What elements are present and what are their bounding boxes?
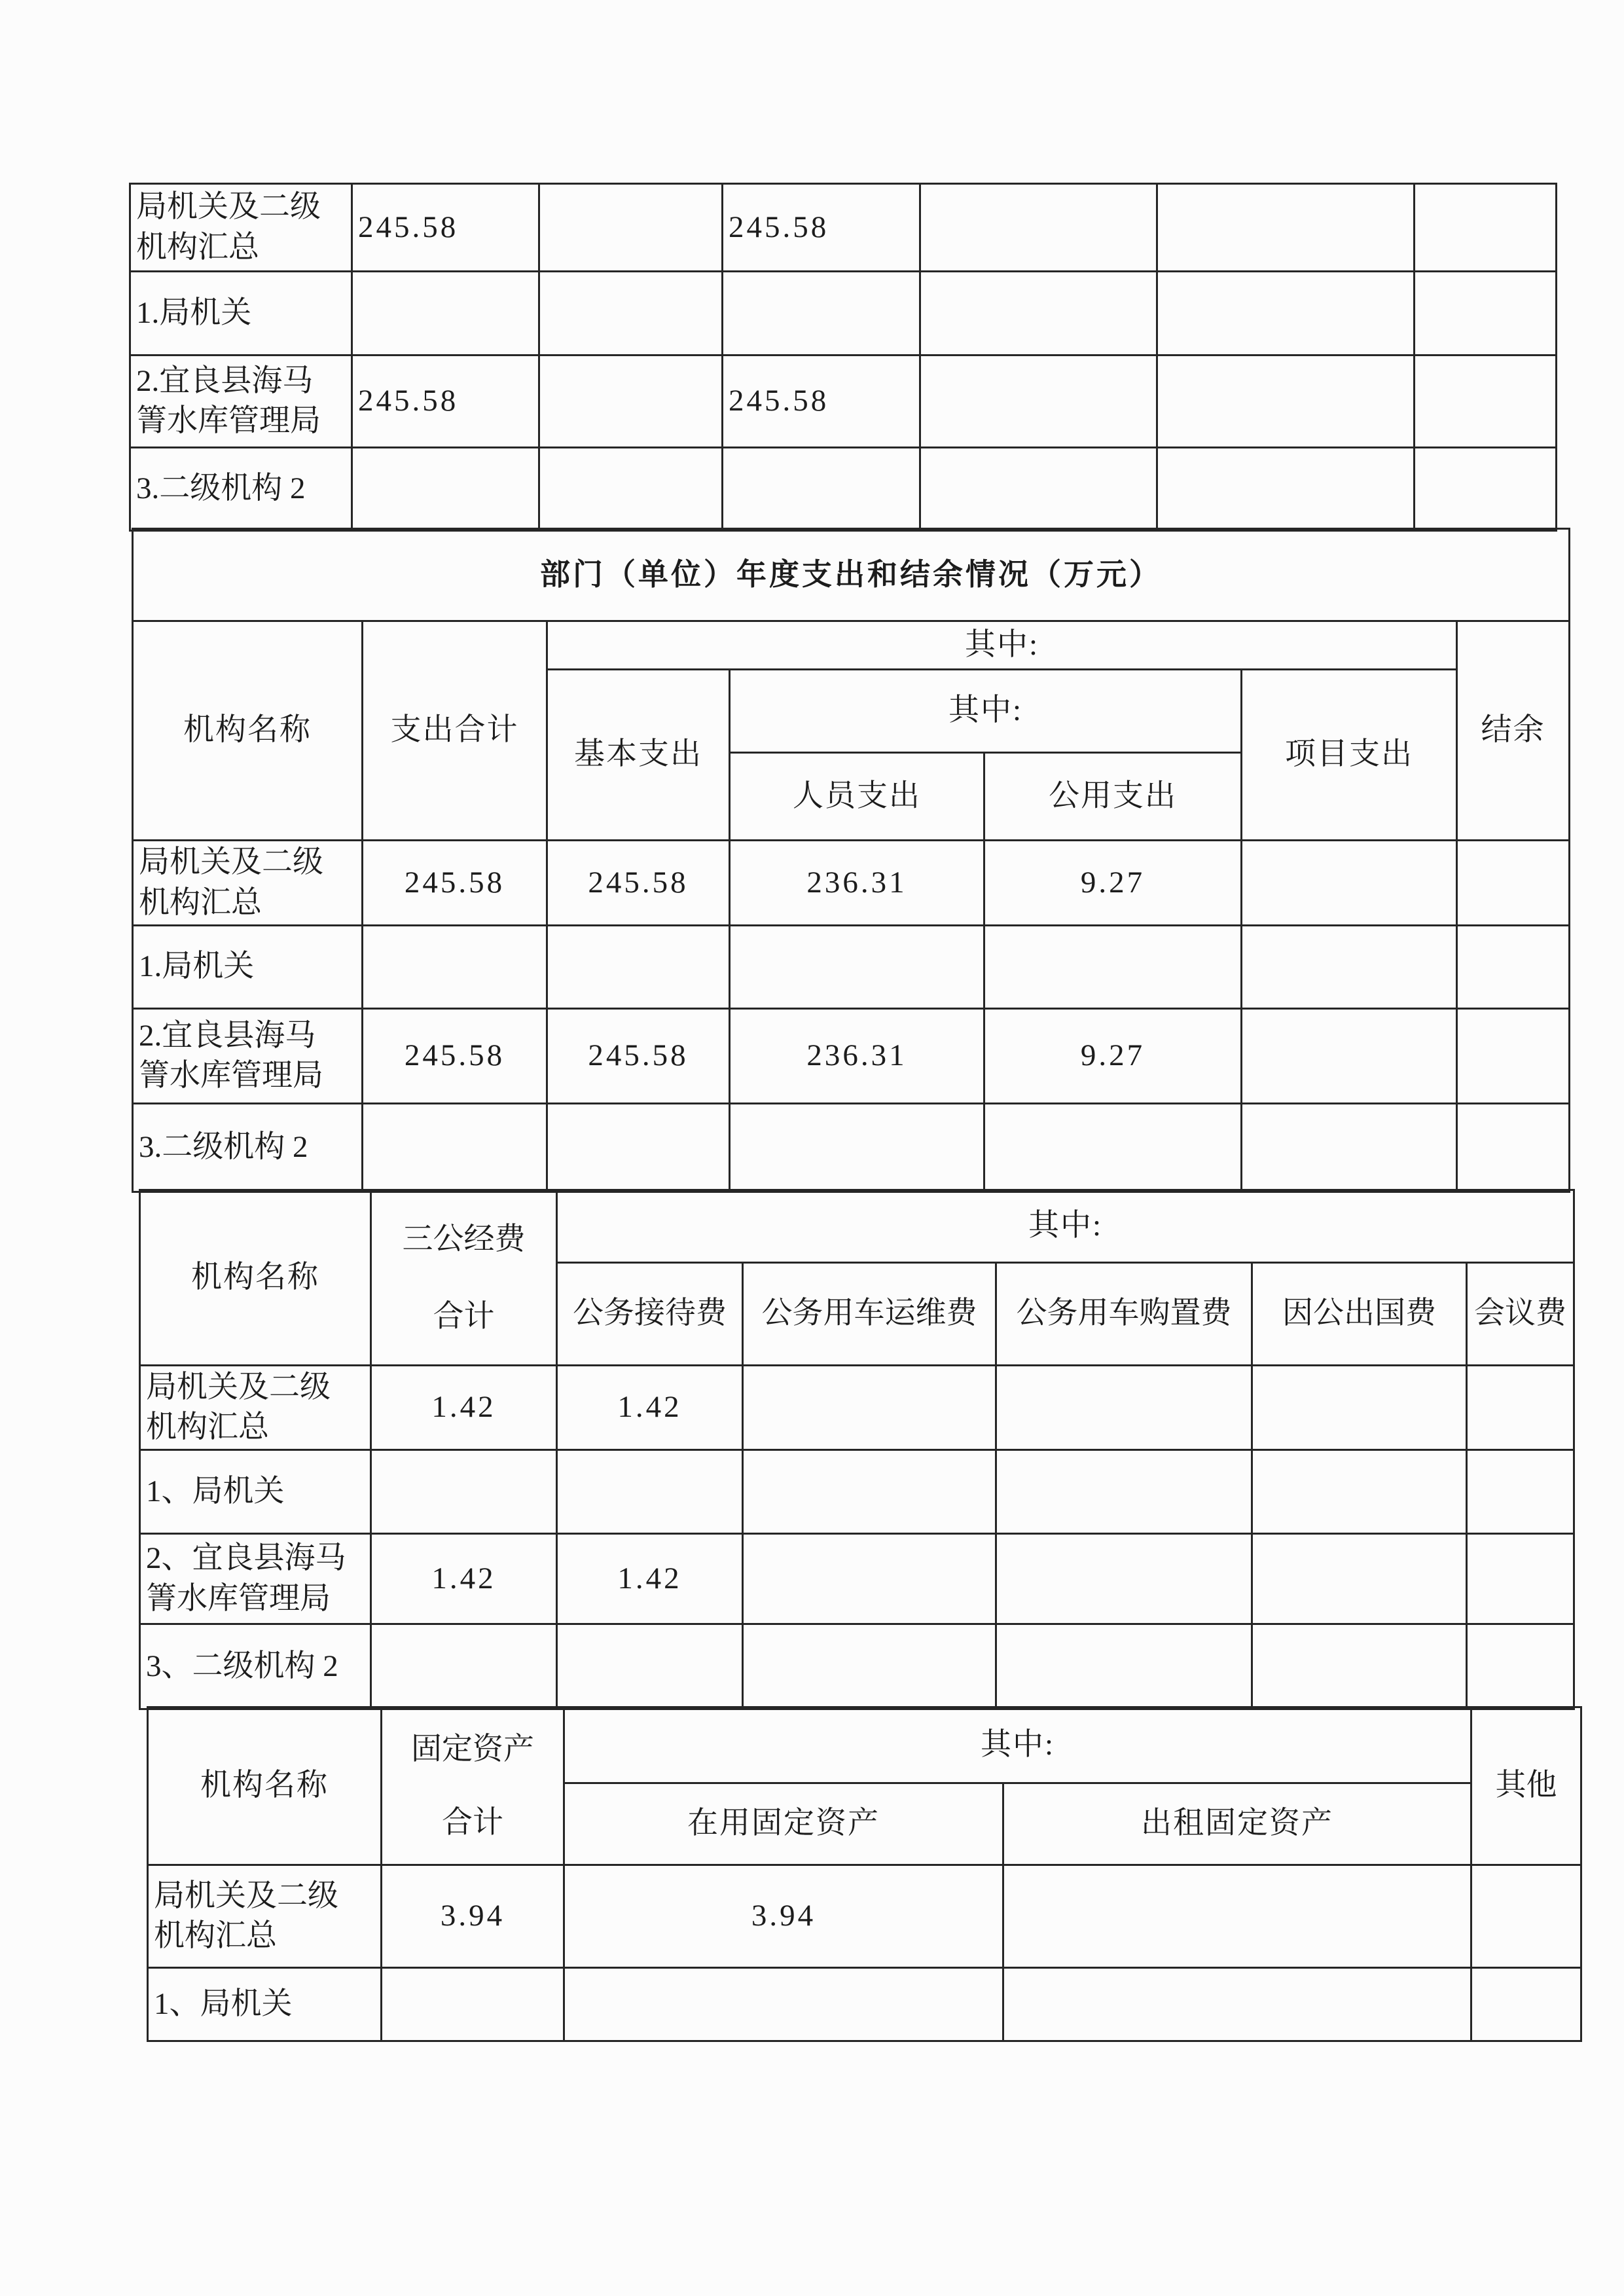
row-label: 2.宜良县海马 箐水库管理局	[133, 1009, 363, 1104]
header-personnel-expenditure: 人员支出	[730, 753, 984, 841]
table-row	[133, 926, 1570, 1009]
table-row	[133, 841, 1570, 926]
table-row	[130, 355, 1557, 448]
cell-value	[539, 448, 723, 531]
header-vehicle-operation-fee: 公务用车运维费	[743, 1263, 996, 1366]
table-row	[148, 1968, 1581, 2041]
cell-value	[1457, 1009, 1570, 1104]
row-label: 局机关及二级 机构汇总	[130, 184, 352, 272]
cell-value	[363, 926, 547, 1009]
cell-value: 9.27	[984, 841, 1242, 926]
row-label: 3、二级机构 2	[140, 1624, 371, 1709]
row-label: 2.宜良县海马 箐水库管理局	[130, 355, 352, 448]
cell-value	[557, 1624, 743, 1709]
three-public-expenses-table	[139, 1189, 1575, 1710]
cell-value	[363, 1104, 547, 1192]
cell-value	[743, 1534, 996, 1624]
cell-value: 3.94	[564, 1865, 1003, 1968]
cell-value	[996, 1366, 1252, 1450]
header-other: 其他	[1471, 1707, 1581, 1865]
header-org-name: 机构名称	[133, 621, 363, 841]
header-overseas-travel-fee: 因公出国费	[1252, 1263, 1467, 1366]
cell-value	[1252, 1366, 1467, 1450]
header-of-which: 其中:	[547, 621, 1457, 670]
section-title: 部门（单位）年度支出和结余情况（万元）	[133, 529, 1570, 621]
table-row	[140, 1534, 1574, 1624]
cell-value	[1252, 1624, 1467, 1709]
cell-value	[1252, 1450, 1467, 1534]
cell-value: 1.42	[371, 1534, 557, 1624]
table-row	[140, 1366, 1574, 1450]
header-row	[133, 621, 1570, 670]
cell-value	[1242, 926, 1457, 1009]
table-row	[133, 1009, 1570, 1104]
header-row	[148, 1707, 1581, 1783]
cell-value: 1.42	[371, 1366, 557, 1450]
row-label: 3.二级机构 2	[133, 1104, 363, 1192]
header-vehicle-purchase-fee: 公务用车购置费	[996, 1263, 1252, 1366]
header-of-which-basic: 其中:	[730, 670, 1242, 753]
cell-value	[920, 272, 1157, 355]
cell-value	[1157, 448, 1415, 531]
table-row	[130, 272, 1557, 355]
header-in-use-assets: 在用固定资产	[564, 1783, 1003, 1865]
cell-value: 236.31	[730, 841, 984, 926]
table-row	[140, 1624, 1574, 1709]
cell-value	[352, 272, 539, 355]
header-project-expenditure: 项目支出	[1242, 670, 1457, 841]
header-balance: 结余	[1457, 621, 1570, 841]
header-total-expenditure: 支出合计	[363, 621, 547, 841]
row-label: 2、宜良县海马 箐水库管理局	[140, 1534, 371, 1624]
header-of-which: 其中:	[564, 1707, 1471, 1783]
top-table	[129, 183, 1557, 532]
row-label: 局机关及二级 机构汇总	[133, 841, 363, 926]
cell-value	[996, 1534, 1252, 1624]
cell-value	[1157, 272, 1415, 355]
row-label: 1、局机关	[140, 1450, 371, 1534]
cell-value	[1471, 1968, 1581, 2041]
cell-value	[547, 1104, 730, 1192]
cell-value: 245.58	[363, 841, 547, 926]
cell-value: 245.58	[352, 184, 539, 272]
row-label: 1.局机关	[130, 272, 352, 355]
header-three-public-total: 三公经费 合计	[371, 1190, 557, 1366]
cell-value	[382, 1968, 564, 2041]
row-label: 局机关及二级 机构汇总	[148, 1865, 382, 1968]
header-org-name: 机构名称	[140, 1190, 371, 1366]
cell-value: 245.58	[352, 355, 539, 448]
cell-value	[371, 1450, 557, 1534]
cell-value	[1242, 1009, 1457, 1104]
expenditure-table	[132, 528, 1570, 1193]
header-public-expenditure: 公用支出	[984, 753, 1242, 841]
row-label: 1、局机关	[148, 1968, 382, 2041]
cell-value	[1457, 1104, 1570, 1192]
cell-value	[743, 1366, 996, 1450]
fixed-assets-table	[147, 1706, 1582, 2042]
cell-value	[984, 1104, 1242, 1192]
header-rented-assets: 出租固定资产	[1003, 1783, 1471, 1865]
cell-value: 245.58	[723, 355, 920, 448]
header-of-which: 其中:	[557, 1190, 1574, 1263]
cell-value	[743, 1624, 996, 1709]
cell-value	[723, 272, 920, 355]
table-row	[133, 1104, 1570, 1192]
cell-value	[730, 1104, 984, 1192]
header-reception-fee: 公务接待费	[557, 1263, 743, 1366]
cell-value	[1457, 841, 1570, 926]
header-meeting-fee: 会议费	[1467, 1263, 1574, 1366]
table-row	[130, 184, 1557, 272]
cell-value	[1467, 1366, 1574, 1450]
cell-value	[1457, 926, 1570, 1009]
cell-value	[352, 448, 539, 531]
header-org-name: 机构名称	[148, 1707, 382, 1865]
cell-value	[539, 355, 723, 448]
cell-value	[920, 448, 1157, 531]
cell-value	[1003, 1968, 1471, 2041]
cell-value	[1242, 1104, 1457, 1192]
cell-value	[1157, 184, 1415, 272]
table-row	[140, 1450, 1574, 1534]
cell-value	[547, 926, 730, 1009]
cell-value: 236.31	[730, 1009, 984, 1104]
cell-value: 245.58	[547, 1009, 730, 1104]
cell-value	[371, 1624, 557, 1709]
cell-value: 245.58	[723, 184, 920, 272]
cell-value	[920, 184, 1157, 272]
cell-value: 9.27	[984, 1009, 1242, 1104]
cell-value: 245.58	[547, 841, 730, 926]
cell-value	[996, 1450, 1252, 1534]
row-label: 1.局机关	[133, 926, 363, 1009]
header-basic-expenditure: 基本支出	[547, 670, 730, 841]
cell-value	[564, 1968, 1003, 2041]
table-row	[148, 1865, 1581, 1968]
cell-value	[984, 926, 1242, 1009]
cell-value	[1467, 1450, 1574, 1534]
section-title-row	[133, 529, 1570, 621]
cell-value	[1252, 1534, 1467, 1624]
table-row	[130, 448, 1557, 531]
cell-value	[723, 448, 920, 531]
cell-value	[1415, 448, 1557, 531]
cell-value	[1415, 184, 1557, 272]
cell-value	[1242, 841, 1457, 926]
cell-value	[1471, 1865, 1581, 1968]
cell-value	[743, 1450, 996, 1534]
cell-value: 1.42	[557, 1534, 743, 1624]
row-label: 局机关及二级 机构汇总	[140, 1366, 371, 1450]
cell-value: 245.58	[363, 1009, 547, 1104]
cell-value	[539, 272, 723, 355]
cell-value	[539, 184, 723, 272]
cell-value	[1415, 355, 1557, 448]
cell-value	[1157, 355, 1415, 448]
cell-value	[557, 1450, 743, 1534]
row-label: 3.二级机构 2	[130, 448, 352, 531]
header-row	[140, 1190, 1574, 1263]
cell-value	[1467, 1624, 1574, 1709]
cell-value	[920, 355, 1157, 448]
cell-value	[996, 1624, 1252, 1709]
header-fixed-assets-total: 固定资产 合计	[382, 1707, 564, 1865]
cell-value	[1003, 1865, 1471, 1968]
cell-value	[730, 926, 984, 1009]
cell-value: 3.94	[382, 1865, 564, 1968]
cell-value	[1415, 272, 1557, 355]
cell-value	[1467, 1534, 1574, 1624]
cell-value: 1.42	[557, 1366, 743, 1450]
